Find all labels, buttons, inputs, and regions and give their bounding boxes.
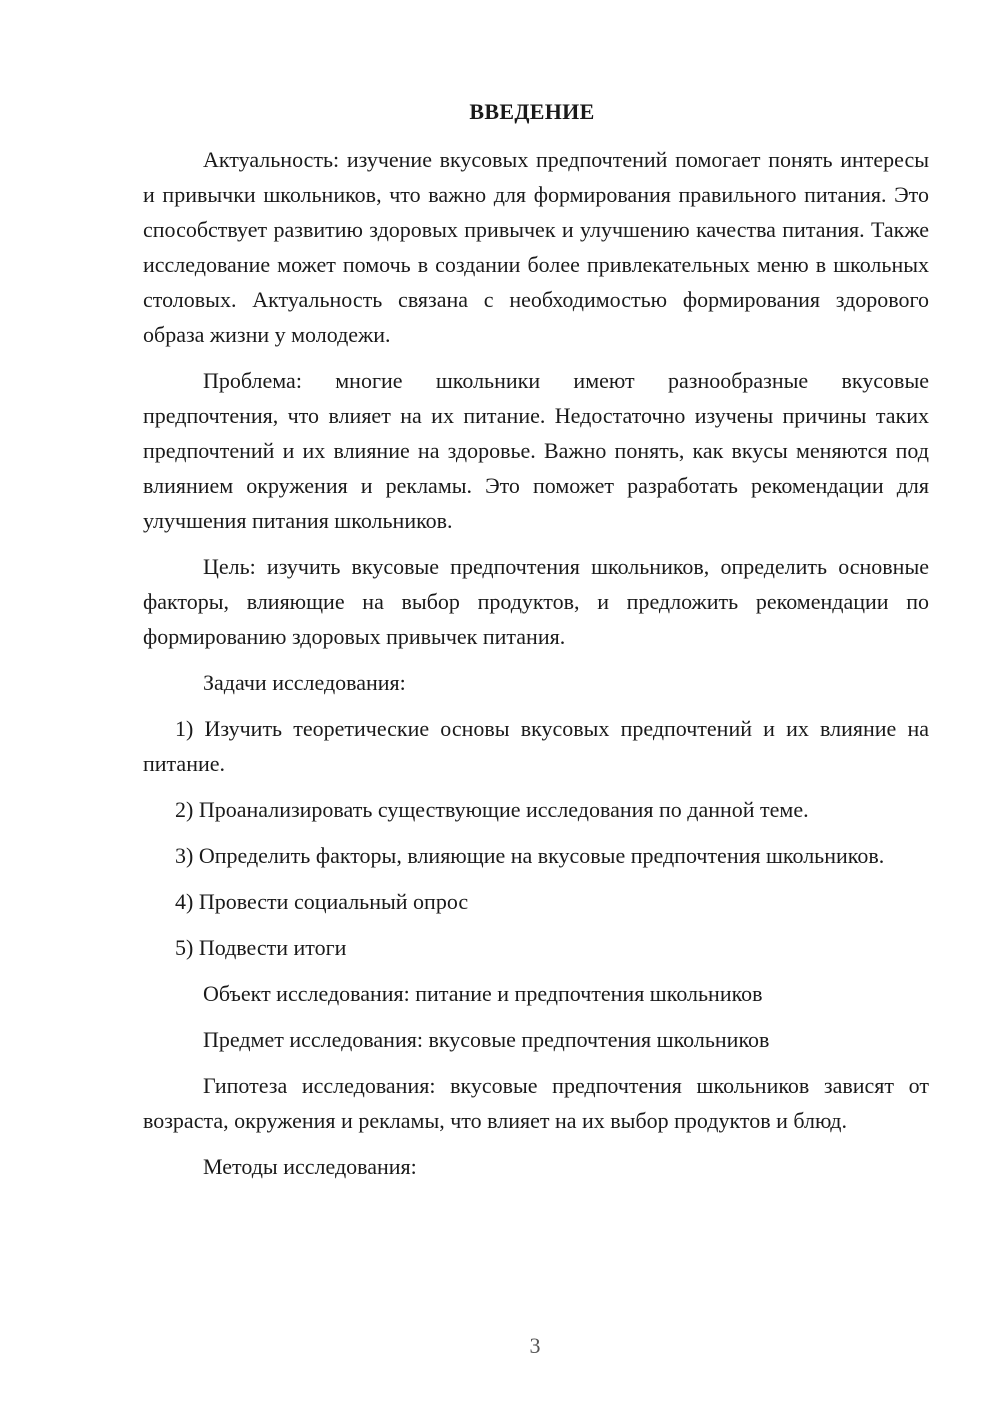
task-item-1: 1) Изучить теоретические основы вкусовых предпочтений и их влияние на питание. [143,716,929,776]
task-item-3: 3) Определить факторы, влияющие на вкусовые предпочтения школьников. [175,843,885,868]
page-content [143,94,929,1195]
hypothesis-paragraph: Гипотеза исследования: вкусовые предпочтения школьников зависят от возраста, окружения и рекламы, что влияет на их выбор продуктов и блюд. [143,1073,929,1133]
relevance-paragraph: Актуальность: изучение вкусовых предпочтений помогает понять интересы и привычки школьников, что важно для формирования правильного питания. Это способствует развитию здоровых привычек и улучшению качества питания. Также исследование может помочь в создании более привлекательных меню в школьных столовых. Актуальность связана с необходимостью формирования здорового образа жизни у молодежи. [143,147,929,347]
task-item-5: 5) Подвести итоги [175,935,347,960]
tasks-heading: Задачи исследования: [203,670,406,695]
task-item-4: 4) Провести социальный опрос [175,889,469,914]
methods-heading: Методы исследования: [203,1154,417,1179]
task-item-2: 2) Проанализировать существующие исследования по данной теме. [175,797,809,822]
problem-paragraph: Проблема: многие школьники имеют разнообразные вкусовые предпочтения, что влияет на их питание. Недостаточно изучены причины таких предпочтений и их влияние на здоровье. Важно понять, как вкусы меняются под влиянием окружения и рекламы. Это поможет разработать рекомендации для улучшения питания школьников. [143,368,929,533]
section-title: ВВЕДЕНИЕ [469,99,595,124]
goal-paragraph: Цель: изучить вкусовые предпочтения школьников, определить основные факторы, влияющие на выбор продуктов, и предложить рекомендации по формированию здоровых привычек питания. [143,554,929,649]
object-line: Объект исследования: питание и предпочтения школьников [203,981,763,1006]
subject-line: Предмет исследования: вкусовые предпочтения школьников [203,1027,770,1052]
page-number: 3 [529,1333,541,1358]
